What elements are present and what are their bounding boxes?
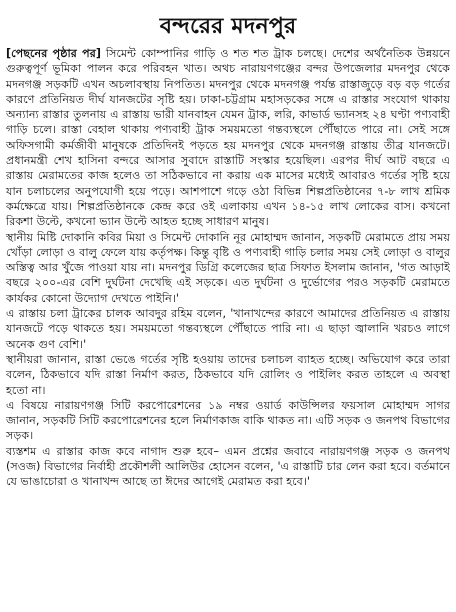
paragraph-2-text: স্থানীয় মিষ্টি দোকানি কবির মিয়া ও সিমেন্ট দোকানি নূর মোহাম্মদ জানান, সড়কটি মেরামতে প্রায় সময় খোঁড়া লোড়া ও বালু ফেলে যায় কর্তৃপক্ষ। কিন্তু বৃষ্টি ও পণ্যবাহী গাড়ি চলার সময় সেই লোড়া ও বালুর অস্তিত্ব আর খুঁজে পাওয়া যায় না। মদনপুর ডিগ্রি কলেজের ছাত্র সিফাত ইসলাম জানান, 'গত আড়াই বছরে ২০০-এর বেশি দুর্ঘটনা দেখেছি এই সড়কে। এত দুর্ঘটনা ও দুর্ভোগের পরও সড়কটি মেরামতে কার্যকর কোনো উদ্যোগ দেখতে পাইনি।' bbox=[6, 230, 450, 305]
lead-prefix: [পেছনের পৃষ্ঠার পর] bbox=[6, 47, 101, 60]
paragraph-6 bbox=[6, 444, 450, 490]
article-body bbox=[6, 46, 450, 490]
paragraph-1-text: সিমেন্ট কোম্পানির গাড়ি ও শত শত ট্রাক চলছে। দেশের অর্থনৈতিক উন্নয়নে গুরুত্বপূর্ণ ভূমিকা পালন করে পরিবহন খাত। অথচ নারায়ণগঞ্জের বন্দর উপজেলার মদনপুর থেকে মদনগঞ্জ সড়কটি এখন অচলাবস্থায় নিপতিত। মদনপুর থেকে মদনগঞ্জ পর্যন্ত রাস্তাজুড়ে বড় বড় গর্তের কারণে প্রতিনিয়ত দীর্ঘ যানজটের সৃষ্টি হয়। ঢাকা-চট্টগ্রাম মহাসড়কের সঙ্গে এ রাস্তার সংযোগ থাকায় অন্যান্য রাস্তার তুলনায় এ রাস্তায় ভারী যানবাহন যেমন ট্রাক, লরি, কাভার্ড ভ্যানসহ ২৪ ঘণ্টা পণ্যবাহী গাড়ি চলে। রাস্তা বেহাল থাকায় পণ্যবাহী ট্রাক সময়মতো গন্তব্যস্থলে পৌঁছাতে পারে না। সেই সঙ্গে অফিসগামী কর্মজীবী মানুষকে প্রতিদিনই পড়তে হয় মদনপুর থেকে মদনগঞ্জ রাস্তায় তীব্র যানজটে। প্রধানমন্ত্রী শেখ হাসিনা বন্দরে আসার সুবাদে রাস্তাটি সংস্কার হয়েছিল। এরপর দীর্ঘ আট বছরে এ রাস্তায় মেরামতের কাজ হলেও তা সঠিকভাবে না করায় এক মাসের মধ্যেই আবারও গর্তের সৃষ্টি হয়ে যান চলাচলের অনুপযোগী হয়ে পড়ে। আশপাশে গড়ে ওঠা বিভিন্ন শিল্পপ্রতিষ্ঠানের ৭-৮ লাখ শ্রমিক কর্মক্ষেত্রে যায়। শিল্পপ্রতিষ্ঠানকে কেন্দ্র করে ওই এলাকায় এখন ১৪-১৫ লাখ লোকের বাস। কখনো রিকশা উল্টে, কখনো ভ্যান উল্টে আহত হচ্ছে সাধারণ মানুষ। bbox=[6, 47, 451, 229]
paragraph-2 bbox=[6, 230, 450, 306]
paragraph-6-text: ব্যস্তশম এ রাস্তার কাজ কবে নাগাদ শুরু হবে– এমন প্রশ্নের জবাবে নারায়ণগঞ্জ সড়ক ও জনপথ (সওজ) বিভাগের নির্বাহী প্রকৌশলী আলিউর হোসেন বলেন, 'এ রাস্তাটি চার লেন করা হবে। বর্তমানে যে ভাঙাচোরা ও খানাখন্দ আছে তা ঈদের আগেই মেরামত করা হবে।' bbox=[6, 444, 450, 489]
paragraph-4-text: স্থানীয়রা জানান, রাস্তা ভেঙে গর্তের সৃষ্টি হওয়ায় তাদের চলাচল ব্যাহত হচ্ছে। অভিযোগ করে তারা বলেন, ঠিকভাবে যদি রাস্তা নির্মাণ করত, ঠিকভাবে যদি রোলিং ও পাইলিং করত তাহলে এ অবস্থা হতো না। bbox=[6, 352, 450, 397]
paragraph-3-text: এ রাস্তায় চলা ট্রাকের চালক আবদুর রহিম বলেন, 'খানাখন্দের কারণে আমাদের প্রতিনিয়ত এ রাস্তায় যানজটে পড়ে থাকতে হয়। সময়মতো গন্তব্যস্থলে পৌঁছাতে পারি না। এ ছাড়া জ্বালানি খরচও লাগে অনেক গুণ বেশি।' bbox=[6, 307, 450, 351]
headline: বন্দরের মদনপুর bbox=[159, 14, 297, 39]
top-strip bbox=[6, 4, 450, 12]
paragraph-5-text: এ বিষয়ে নারায়ণগঞ্জ সিটি করপোরেশনের ১৯ নম্বর ওয়ার্ড কাউন্সিলর ফয়সাল মোহাম্মদ সাগর জানান, সড়কটি সিটি করপোরেশনের হলে নির্মাণকাজ বাকি থাকত না। এটি সড়ক ও জনপথ বিভাগের সড়ক। bbox=[6, 398, 450, 443]
paragraph-4 bbox=[6, 352, 450, 398]
paragraph-5 bbox=[6, 398, 450, 444]
paragraph-3 bbox=[6, 306, 450, 352]
paragraph-1 bbox=[6, 46, 450, 230]
